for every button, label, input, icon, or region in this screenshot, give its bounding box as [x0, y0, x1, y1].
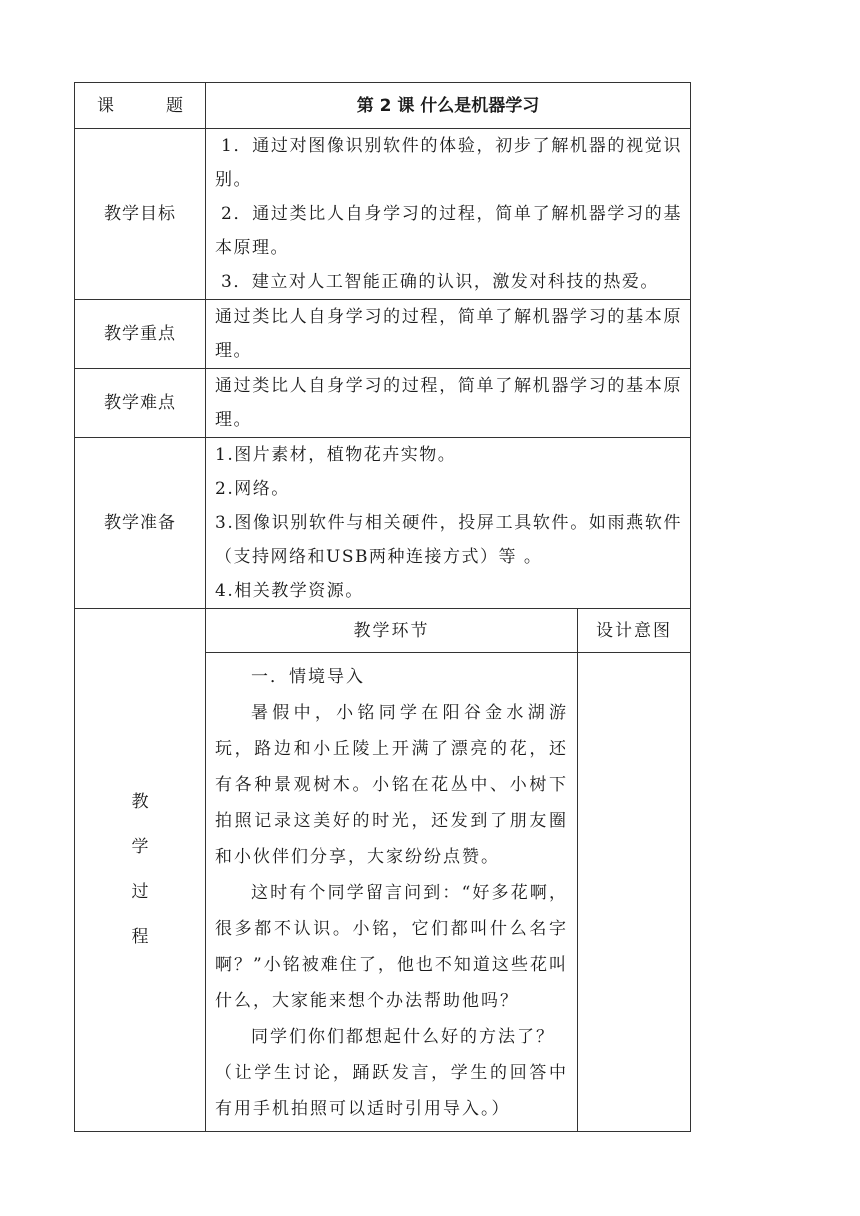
process-paragraph: 一．情境导入: [251, 667, 365, 687]
prep-item: 2.网络。: [215, 479, 290, 499]
lesson-plan-table: [74, 82, 691, 1132]
process-label-char: 学: [131, 837, 149, 857]
prep-item: 1.图片素材，植物花卉实物。: [215, 445, 457, 465]
design-content: [578, 653, 691, 1132]
prep-row: [75, 438, 691, 609]
process-paragraph: 暑假中，小铭同学在阳谷金水湖游玩，路边和小丘陵上开满了漂亮的花，还有各种景观树木。小铭在花丛中、小树下拍照记录这美好的时光，还发到了朋友圈和小伙伴们分享，大家纷纷点赞。: [215, 703, 568, 867]
topic-label-char: 课: [97, 95, 114, 116]
prep-label: 教学准备: [75, 438, 206, 609]
topic-label: [97, 96, 183, 116]
goals-label: 教学目标: [75, 129, 206, 300]
design-header: 设计意图: [578, 609, 691, 653]
process-paragraph: （让学生讨论，踊跃发言，学生的回答中有用手机拍照可以适时引用导入。）: [215, 1063, 568, 1119]
process-label-char: 过: [131, 882, 149, 902]
prep-content: [206, 438, 691, 609]
goal-item: 1．通过对图像识别软件的体验，初步了解机器的视觉识别。: [215, 136, 682, 190]
goals-content: [206, 129, 691, 300]
process-paragraph: 同学们你们都想起什么好的方法了？: [251, 1027, 555, 1047]
difficulty-text: 通过类比人自身学习的过程，简单了解机器学习的基本原理。: [206, 369, 691, 438]
topic-row: [75, 83, 691, 129]
topic-label-char: 题: [166, 95, 183, 116]
prep-item: 4.相关教学资源。: [215, 581, 364, 601]
process-paragraph: 这时有个同学留言问到：“好多花啊，很多都不认识。小铭，它们都叫什么名字啊？”小铭被难住了，他也不知道这些花叫什么，大家能来想个办法帮助他吗？: [215, 883, 568, 1011]
process-header-row: [75, 609, 691, 653]
keypoint-text: 通过类比人自身学习的过程，简单了解机器学习的基本原理。: [206, 300, 691, 369]
process-label: [75, 609, 206, 1132]
process-header: 教学环节: [206, 609, 578, 653]
goals-row: [75, 129, 691, 300]
difficulty-label: 教学难点: [75, 369, 206, 438]
process-content: [206, 653, 578, 1132]
topic-label-cell: [75, 83, 206, 129]
goal-item: 2．通过类比人自身学习的过程，简单了解机器学习的基本原理。: [215, 204, 682, 258]
difficulty-row: [75, 369, 691, 438]
prep-item: 3.图像识别软件与相关硬件，投屏工具软件。如雨燕软件（支持网络和USB两种连接方式）等 。: [215, 513, 682, 567]
keypoint-row: [75, 300, 691, 369]
process-label-char: 程: [131, 927, 149, 947]
keypoint-label: 教学重点: [75, 300, 206, 369]
lesson-title: 第 2 课 什么是机器学习: [206, 83, 691, 129]
process-label-char: 教: [131, 792, 149, 812]
goal-item: 3．建立对人工智能正确的认识，激发对科技的热爱。: [221, 272, 659, 292]
